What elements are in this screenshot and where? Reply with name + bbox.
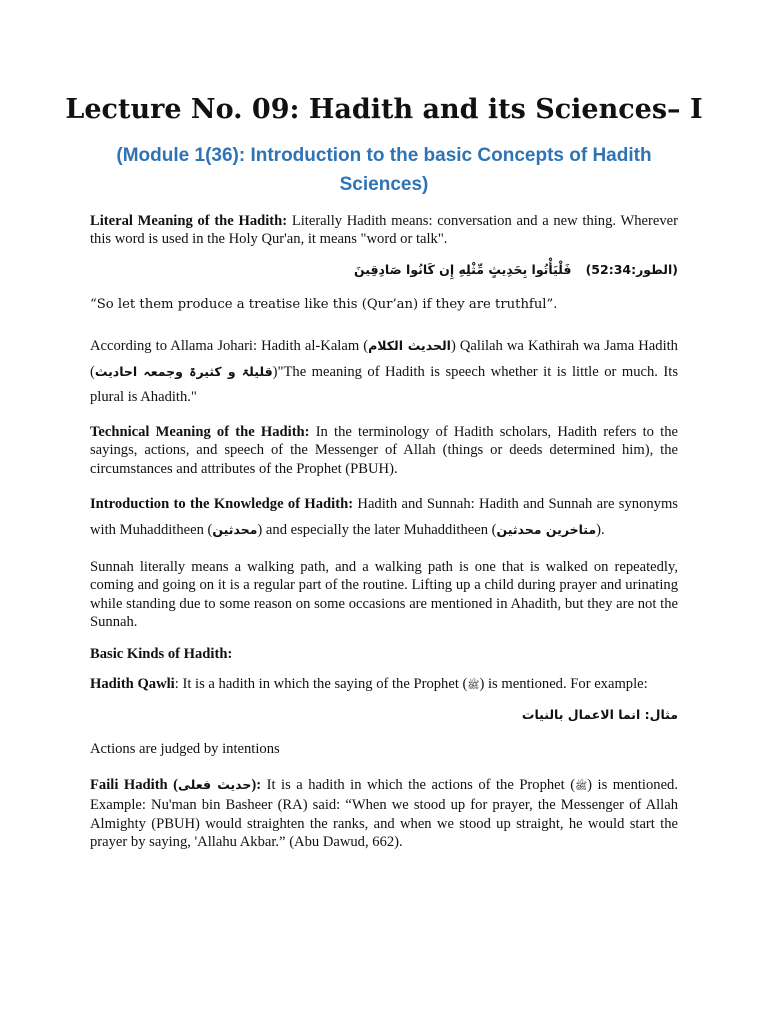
quran-verse-line: [90, 262, 678, 278]
literal-meaning-heading: Literal Meaning of the Hadith:: [90, 213, 288, 229]
technical-meaning-text: In the terminology of Hadith scholars, Hadith refers to the sayings, actions, and speech of the Messenger of Allah (things or deeds determined him), the circumstances and attributes of the Prophet (PBUH).: [90, 424, 678, 477]
literal-meaning-text: Literally Hadith means: conversation and a new thing. Wherever this word is used in the Holy Qur'an, it means "word or talk".: [90, 213, 678, 248]
basic-kinds-heading: Basic Kinds of Hadith:: [90, 646, 233, 662]
subtitle-line-2: Sciences): [339, 174, 429, 195]
technical-meaning-heading: Technical Meaning of the Hadith:: [90, 424, 310, 440]
sunnah-paragraph: Sunnah literally means a walking path, and a walking path is one that is walked on repeatedly, coming and going on it is a regular part of the routine. Lifting up a child during prayer and urinating while standing due to some reason on some occasions are mentioned in Ahadith, but they are not the Sunnah.: [90, 559, 678, 631]
quran-verse-arabic: فَلْيَأْتُوا بِحَدِيثٍ مِّثْلِهِ إِن كَانُوا صَادِقِينَ: [353, 262, 572, 277]
example-arabic-line: [90, 707, 678, 723]
qawli-text-2: ) is mentioned. For example:: [479, 676, 648, 692]
verse-translation: “So let them produce a treatise like this (Qur’an) if they are truthful”.: [90, 297, 558, 312]
intro-text-1: Hadith and Sunnah: Hadith and Sunnah are synonyms with Muhadditheen (: [90, 496, 678, 538]
johari-text-1: According to Allama Johari: Hadith al-Kalam (: [90, 338, 369, 354]
faili-example: Example: Nu'man bin Basheer (RA) said: “When we stood up for prayer, the Messenger of Allah Almighty (PBUH) would straighten the ranks, and when we stood up straight, he would start the prayer by saying, 'Allahu Akbar.” (Abu Dawud, 662).: [90, 797, 678, 851]
faili-heading-end: ):: [251, 777, 262, 793]
subtitle-line-1: (Module 1(36): Introduction to the basic Concepts of Hadith: [116, 145, 652, 166]
actions-judged-text: Actions are judged by intentions: [90, 741, 280, 757]
intro-text-2: ) and especially the later Muhadditheen (: [257, 522, 497, 538]
salawat-symbol: ﷺ: [467, 680, 480, 691]
faili-hadith-heading: Faili Hadith (: [90, 777, 179, 793]
intro-arabic-1: محدثین: [212, 522, 258, 537]
faili-text-1: It is a hadith in which the actions of the Prophet (: [261, 777, 576, 793]
qawli-text-1: : It is a hadith in which the saying of the Prophet (: [174, 676, 468, 692]
literal-meaning-paragraph: [90, 212, 678, 249]
faili-hadith-paragraph: [90, 776, 678, 852]
example-arabic: مثال: انما الاعمال بالنیات: [521, 707, 678, 722]
johari-paragraph: [90, 333, 678, 410]
johari-arabic-2: قلیلۃ و کثیرۃ وجمعہ احادیث: [94, 364, 273, 379]
intro-text-3: ).: [596, 522, 605, 538]
johari-text-3: )"The meaning of Hadith is speech whether it is little or much. Its plural is Ahadith.": [90, 364, 678, 405]
johari-arabic-1: الحدیث الکلام: [368, 338, 451, 353]
faili-text-2: ) is mentioned.: [587, 777, 679, 793]
intro-arabic-2: متاخرین محدثین: [496, 522, 597, 537]
intro-knowledge-heading: Introduction to the Knowledge of Hadith:: [90, 496, 354, 512]
hadith-qawli-paragraph: [90, 675, 678, 695]
intro-knowledge-paragraph: [90, 492, 678, 543]
module-subtitle: [60, 141, 708, 199]
faili-hadith-arabic: حدیث فعلی: [178, 777, 252, 792]
hadith-qawli-heading: Hadith Qawli: [90, 676, 175, 692]
page-title: Lecture No. 09: Hadith and its Sciences– I: [65, 94, 703, 125]
johari-text-2: ) Qalilah wa Kathirah wa Jama Hadith (: [90, 338, 678, 380]
salawat-symbol-2: ﷺ: [575, 781, 588, 792]
technical-meaning-paragraph: [90, 423, 678, 478]
quran-verse-reference: (الطور:52:34): [585, 262, 678, 277]
